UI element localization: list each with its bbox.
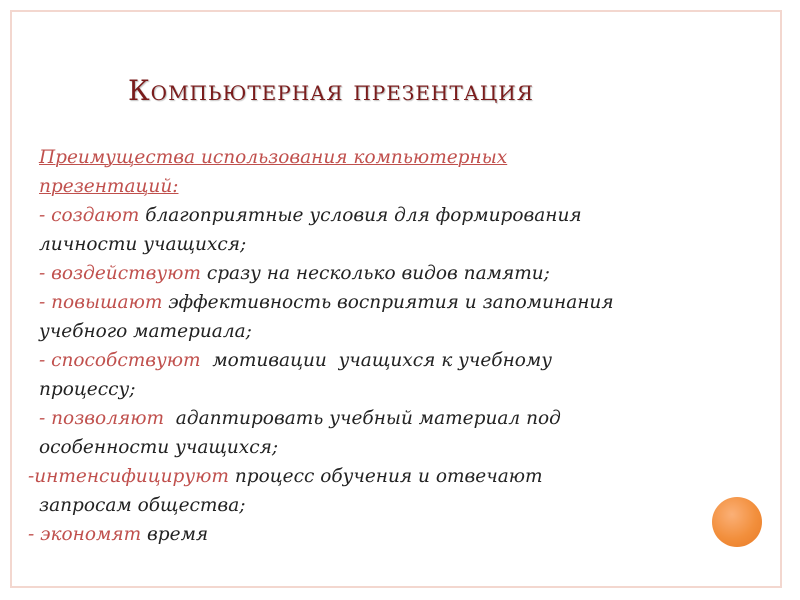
item-verb: создают [51, 205, 140, 226]
item-text: время [141, 524, 209, 545]
item-text: адаптировать учебный материал под [164, 408, 561, 429]
list-item [28, 404, 738, 433]
item-verb: повышают [51, 292, 163, 313]
list-item [28, 201, 738, 230]
item-verb: экономят [40, 524, 142, 545]
item-verb: воздействуют [51, 263, 201, 284]
item-text: процесс обучения и отвечают [228, 466, 543, 487]
item-dash: - [39, 408, 52, 429]
list-item-continuation: запросам общества; [39, 495, 246, 516]
list-item-continuation: процессу; [39, 379, 136, 400]
item-text: благоприятные условия для формирования [139, 205, 582, 226]
advantages-heading-line-2: презентаций: [39, 176, 179, 197]
list-item [28, 346, 738, 375]
list-item [28, 288, 738, 317]
item-dash: - [39, 350, 52, 371]
item-text: мотивации учащихся к учебному [200, 350, 552, 371]
item-dash: - [28, 524, 41, 545]
item-verb: интенсифицируют [34, 466, 229, 487]
list-item-continuation: учебного материала; [39, 321, 252, 342]
item-verb: способствуют [51, 350, 201, 371]
decorative-orange-circle [712, 497, 762, 547]
item-verb: позволяют [51, 408, 165, 429]
list-item-continuation: особенности учащихся; [39, 437, 279, 458]
advantages-heading-line-1: Преимущества использования компьютерных [39, 147, 508, 168]
item-text: эффективность восприятия и запоминания [162, 292, 614, 313]
list-item-continuation: личности учащихся; [39, 234, 247, 255]
item-dash: - [39, 292, 52, 313]
list-item [28, 520, 738, 549]
item-text: сразу на несколько видов памяти; [200, 263, 550, 284]
slide-title: Компьютерная презентация [128, 74, 534, 107]
item-dash: - [39, 205, 52, 226]
item-dash: - [39, 263, 52, 284]
slide-content [28, 143, 738, 549]
list-item [28, 259, 738, 288]
list-item [28, 462, 738, 491]
item-dash: - [28, 466, 35, 487]
